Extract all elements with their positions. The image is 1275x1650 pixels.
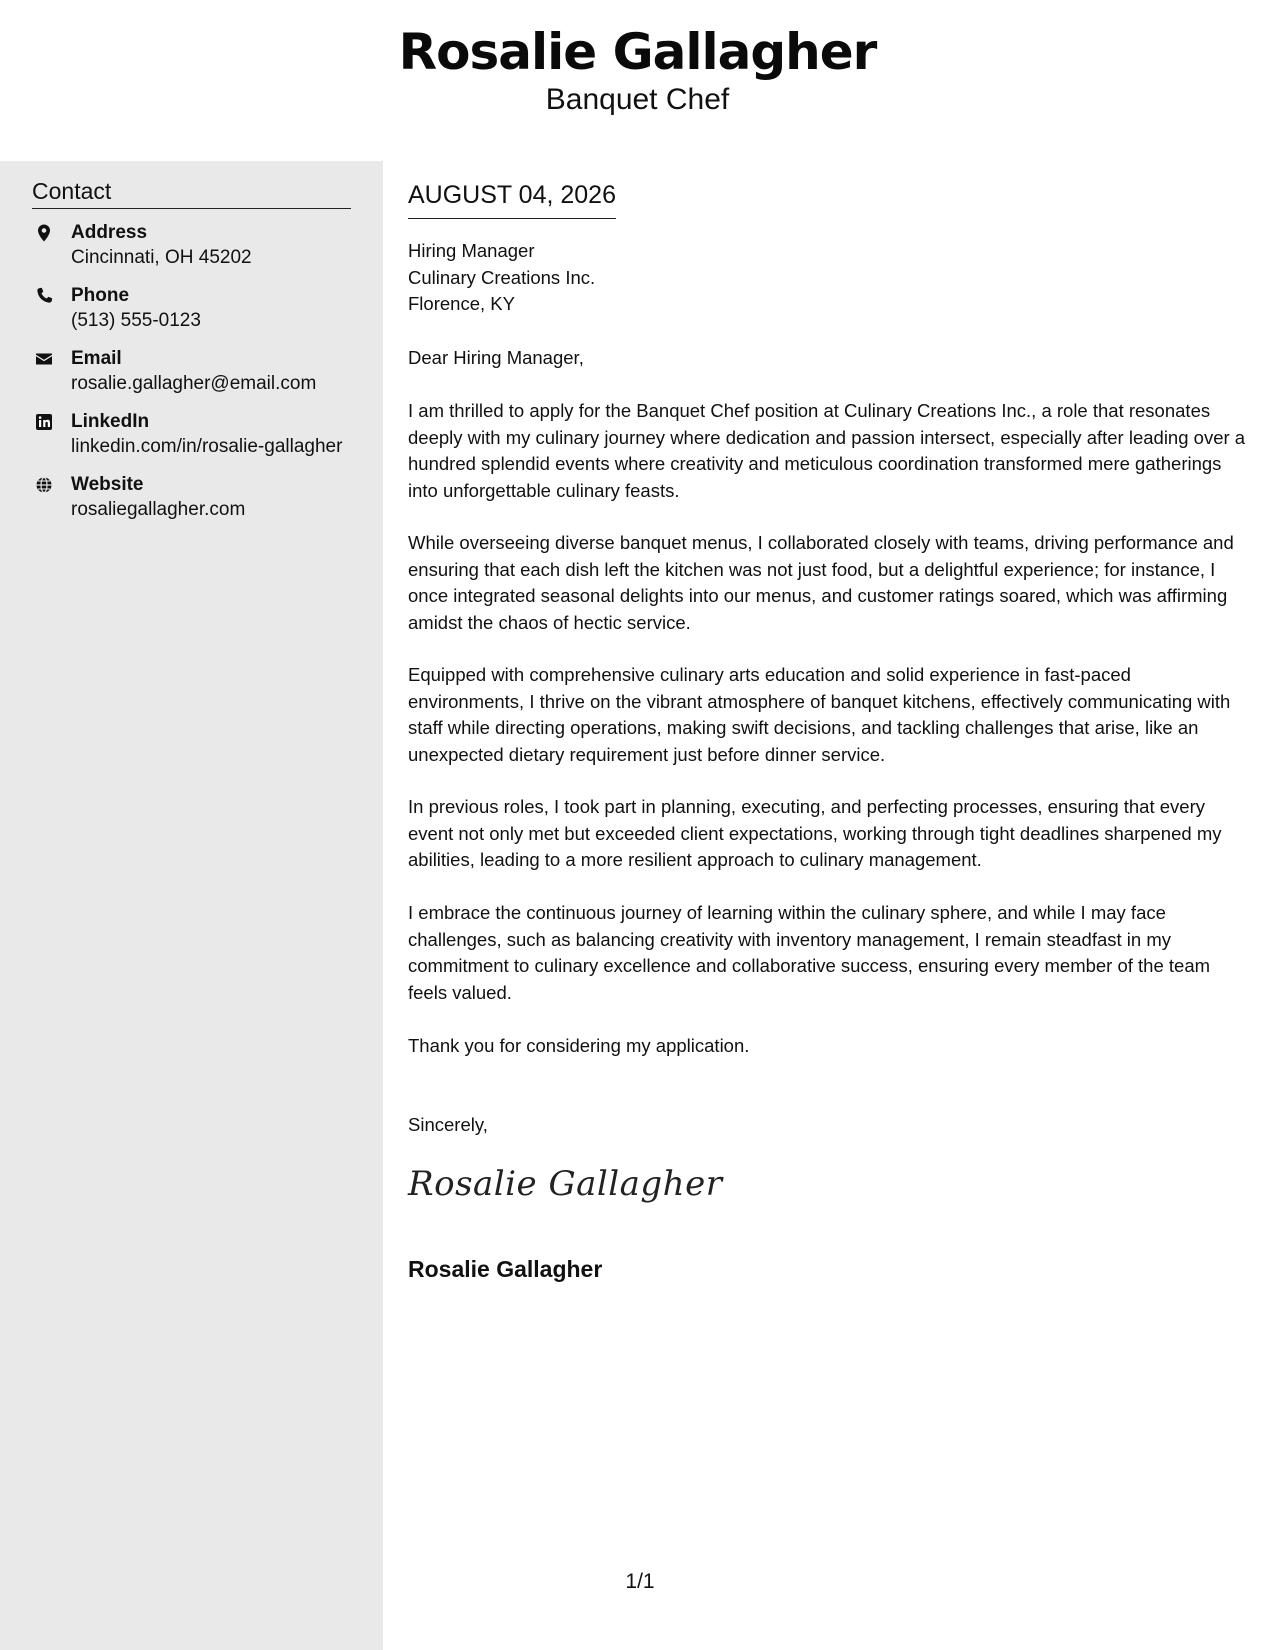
phone-label: Phone [71,285,130,306]
job-title: Banquet Chef [545,83,730,116]
recipient-line: Culinary Creations Inc. [408,266,596,288]
website-label: Website [71,474,144,495]
paragraph-3: Equipped with comprehensive culinary arts education and solid experience in fast-paced environments, I thrive on the vibrant atmosphere of banquet kitchens, effectively communicating with staff while directing operations, making swift decisions, and tackling challenges that arise, like an unexpected dietary requirement just before dinner service. [408,664,1231,765]
phone-icon [34,286,54,306]
signer-name: Rosalie Gallagher [408,1256,603,1282]
letter-date: AUGUST 04, 2026 [408,178,616,219]
contact-phone [32,284,372,340]
contact-website [32,473,372,529]
map-pin-icon [34,223,54,243]
thank-you-line: Thank you for considering my application. [408,1035,750,1056]
paragraph-5: I embrace the continuous journey of learning within the culinary sphere, and while I may face challenges, such as balancing creativity with inventory management, I remain steadfast in my commitment to culinary excellence and collaborative success, ensuring every member of the team feels valued. [408,902,1211,1003]
email-label: Email [71,348,122,369]
applicant-name: Rosalie Gallagher [398,23,877,81]
linkedin-icon [34,412,54,432]
closing: Sincerely, [408,1114,488,1135]
linkedin-value: linkedin.com/in/rosalie-gallagher [71,436,343,457]
recipient-line: Florence, KY [408,293,515,314]
salutation: Dear Hiring Manager, [408,347,584,368]
address-value: Cincinnati, OH 45202 [71,247,252,268]
envelope-icon [34,349,54,369]
linkedin-label: LinkedIn [71,411,150,432]
website-value: rosaliegallagher.com [71,499,246,520]
contact-address [32,221,372,277]
contact-heading: Contact [32,176,351,209]
paragraph-1: I am thrilled to apply for the Banquet Chef position at Culinary Creations Inc., a role that resonates deeply with my culinary journey where dedication and passion intersect, especially after leading over a hundred splendid events where creativity and meticulous coordination transformed mere gatherings into unforgettable culinary feasts. [408,400,1246,501]
recipient-block [408,238,595,318]
contact-email [32,347,372,403]
handwritten-signature: Rosalie Gallagher [408,1164,723,1204]
page-number: 1/1 [625,1570,655,1593]
globe-icon [34,475,54,495]
paragraph-2: While overseeing diverse banquet menus, I collaborated closely with teams, driving performance and ensuring that each dish left the kitchen was not just food, but a delightful experience; for instance, I once integrated seasonal delights into our menus, and customer ratings soared, which was affirming amidst the chaos of hectic service. [408,532,1234,633]
email-value: rosalie.gallagher@email.com [71,373,317,394]
phone-value: (513) 555-0123 [71,310,201,331]
paragraph-4: In previous roles, I took part in planning, executing, and perfecting processes, ensuring that every event not only met but exceeded client expectations, working through tight deadlines sharpened my abilities, leading to a more resilient approach to culinary management. [408,796,1222,870]
recipient-line: Hiring Manager [408,240,535,261]
header [0,0,1275,160]
contact-linkedin [32,410,372,466]
address-label: Address [71,222,148,243]
